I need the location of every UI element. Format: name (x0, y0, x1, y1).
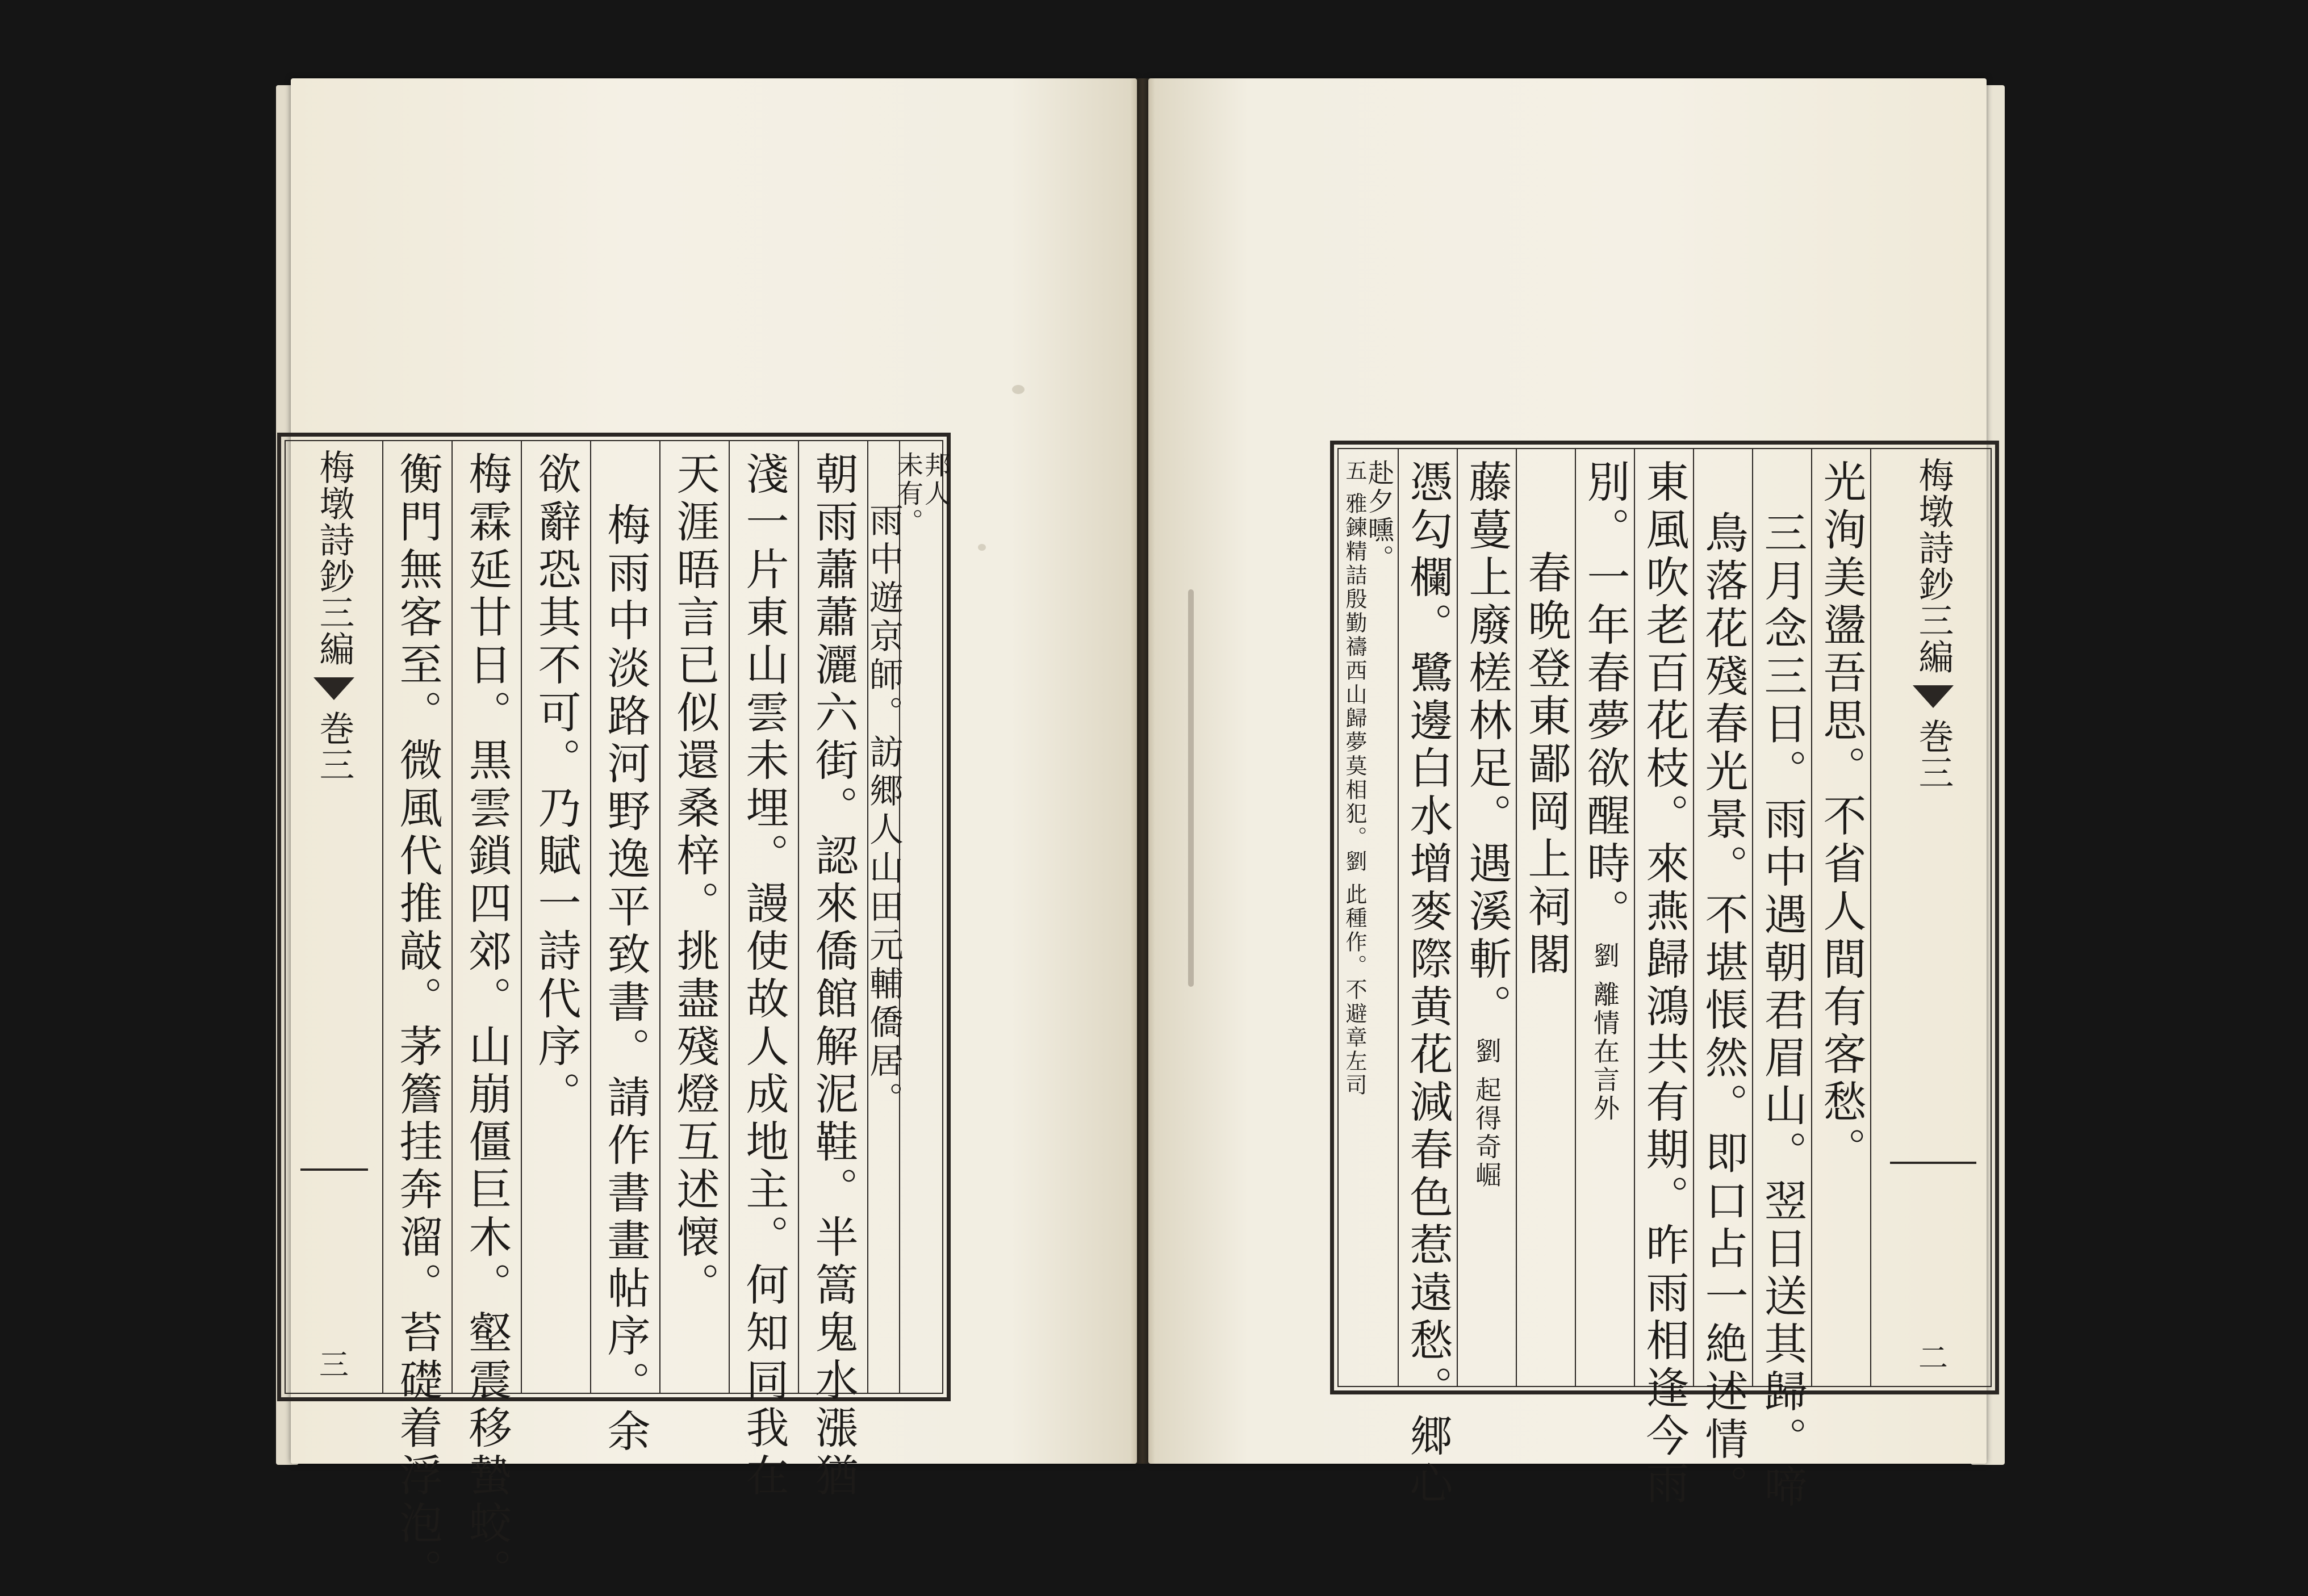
column-text: 憑勾欄。鷺邊白水增麥際黄花減春色惹遠愁。郷心 (1403, 459, 1453, 1509)
commentary-note: 五 雅鍊精詰殷勤禱西山歸夢莫相犯。劉 此種作。不避章左司 (1342, 459, 1367, 1098)
text-column (893, 441, 951, 1393)
commentary-note: 劉 離情在言外 (1590, 942, 1620, 1123)
text-column (659, 441, 729, 1393)
foxing-spot (1012, 385, 1025, 394)
commentary-note: 劉 起得奇崛 (1471, 1037, 1502, 1190)
text-column (1693, 449, 1752, 1512)
text-column (1516, 449, 1575, 1386)
column-text: 春晩登東鄙岡上祠閣 (1521, 550, 1571, 979)
fishtail-mark (313, 677, 354, 700)
text-column (1457, 449, 1516, 1386)
column-text: 天涯晤言已似還桑梓。挑盡殘燈互述懐。 (670, 451, 720, 1310)
hanshin-volume: 巻三 (313, 710, 355, 783)
text-column (1339, 449, 1398, 1386)
right-hanshin (1870, 449, 1995, 1386)
column-text: 梅霖延廿日。黒雲鎖四郊。山崩僵巨木。壑震移蟄蛟。 (462, 451, 512, 1596)
column-text: 三月念三日。雨中遇朝君眉山。翌日送其歸。啼 (1757, 510, 1808, 1512)
hanshin-volume: 巻三 (1913, 718, 1954, 791)
book-gutter (1130, 78, 1155, 1464)
column-text: 鳥落花殘春光景。不堪悵然。即口占一絶述情。 (1698, 510, 1749, 1512)
text-column (590, 441, 659, 1456)
column-text: 東風吹老百花枝。來燕歸鴻共有期。昨雨相逢今雨 (1639, 459, 1690, 1509)
text-column (521, 441, 590, 1393)
right-text-frame (1330, 441, 1999, 1512)
column-text: 欲辭恐其不可。乃賦一詩代序。 (531, 451, 582, 1119)
fishtail-mark (1913, 685, 1954, 708)
column-text: 朝雨蕭蕭灑六街。認來僑館解泥鞋。半篙鬼水漲猶 (808, 451, 859, 1501)
left-text-frame (277, 433, 951, 1596)
column-text: 藤蔓上廢槎林足。遇溪斬。 (1462, 459, 1512, 1032)
left-hanshin (286, 441, 382, 1393)
column-text: 淺一片東山雲未埋。謾使故人成地主。何知同我在 (739, 451, 789, 1501)
text-column (1752, 449, 1811, 1512)
column-text: 雨中遊京師。訪郷人山田元輔僑居。 (864, 502, 904, 1120)
hanshin-folio: 二 (1918, 1342, 1948, 1376)
foxing-spot (1188, 589, 1194, 987)
hanshin-title: 梅墩詩鈔三編 (1913, 457, 1954, 675)
column-text: 光洵美盪吾思。不省人間有客愁。 (1816, 459, 1867, 1175)
text-column (451, 441, 521, 1596)
column-head-note: 邦人 (921, 451, 951, 508)
hanshin-folio: 三 (319, 1348, 349, 1383)
text-column (1634, 449, 1693, 1509)
column-text: 未有。 (893, 451, 924, 537)
text-column (1811, 449, 1870, 1386)
foxing-spot (978, 544, 986, 551)
text-column (1575, 449, 1634, 1386)
column-text: 赴夕曛。 (1364, 459, 1395, 573)
column-text: 別。一年春夢欲醒時。 (1580, 459, 1630, 936)
hanshin-title: 梅墩詩鈔三編 (313, 449, 355, 667)
text-column (729, 441, 798, 1501)
column-text: 衡門無客至。微風代推敲。茅簷挂奔溜。苔礎着浮泡。 (392, 451, 443, 1596)
text-column (864, 441, 904, 1393)
text-column (382, 441, 451, 1596)
text-column (798, 441, 867, 1501)
column-text: 梅雨中淡路河野逸平致書。請作書畫帖序。余 (600, 502, 651, 1456)
text-column (1398, 449, 1457, 1509)
folio-rule (300, 1168, 368, 1171)
folio-rule (1890, 1162, 1977, 1164)
